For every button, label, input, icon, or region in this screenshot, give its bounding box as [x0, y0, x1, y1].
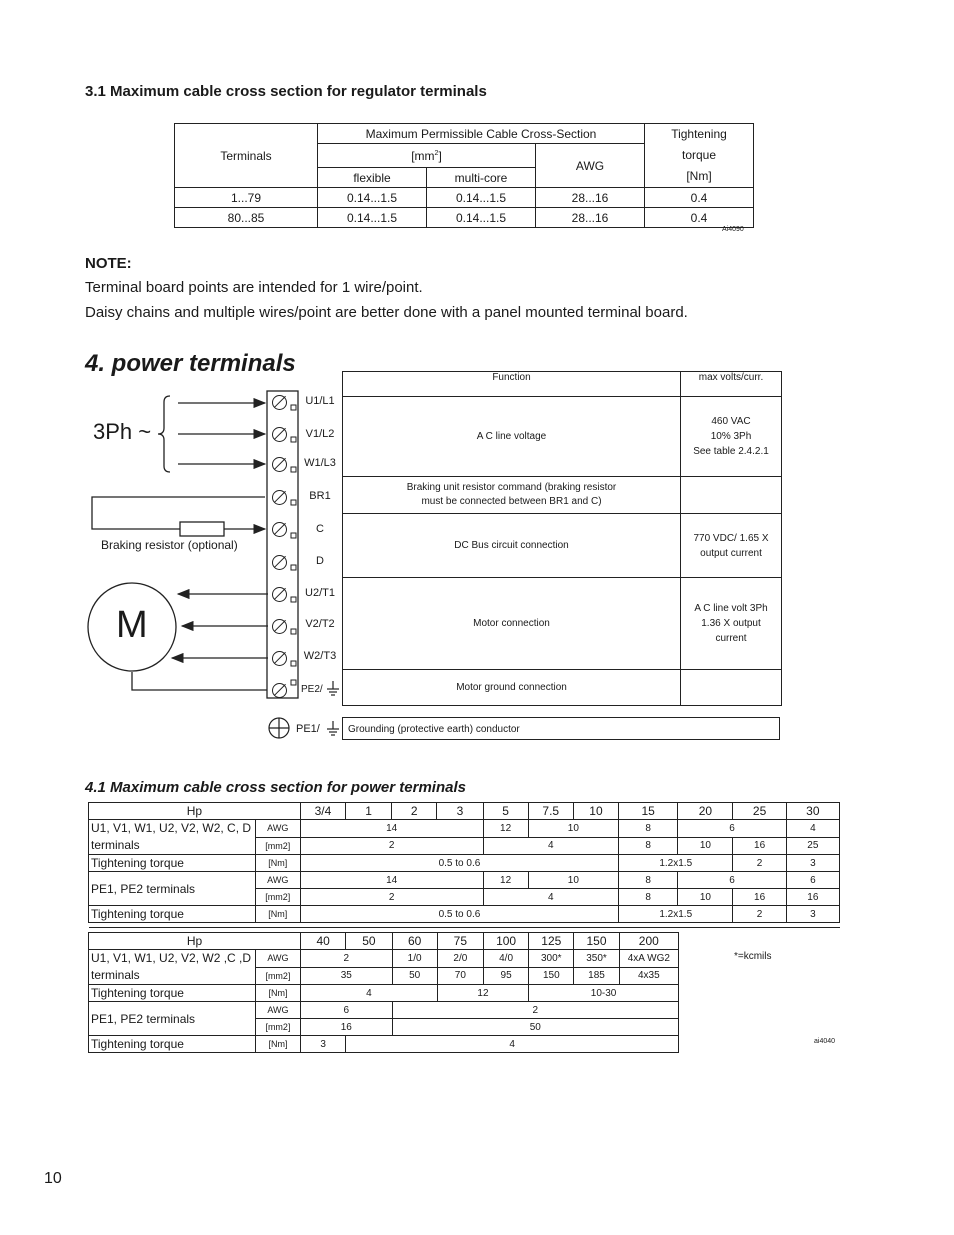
terminal-label: U1/L1 [305, 395, 335, 407]
table-row: 1...79 0.14...1.5 0.14...1.5 28...16 0.4 [175, 188, 754, 208]
screw-icon [272, 395, 287, 410]
screw-icon [272, 427, 287, 442]
section-3-1-title: 3.1 Maximum cable cross section for regulator terminals [85, 83, 487, 100]
awg-header: AWG [536, 144, 645, 188]
function-motor: Motor connection [343, 578, 681, 670]
note-line-1: Terminal board points are intended for 1 wire/point. [85, 279, 423, 296]
terminal-label: V1/L2 [305, 428, 335, 440]
screw-icon [272, 555, 287, 570]
screw-icon [272, 457, 287, 472]
terminal-label: U2/T1 [305, 587, 335, 599]
torque-header: Tightening torque [Nm] [645, 124, 754, 188]
terminal-label: C [316, 523, 324, 535]
uvw-label: U1, V1, W1, U2, V2, W2, C, D terminals [89, 820, 256, 855]
note-title: NOTE: [85, 255, 132, 272]
figure-code: ai4040 [814, 1038, 836, 1045]
braking-resistor-label: Braking resistor (optional) [101, 538, 238, 552]
terminals-header: Terminals [175, 124, 318, 188]
power-terminals-table: Hp 3/4 1 2 3 5 7.5 10 15 20 25 30 U1, V1, W1, U2, V2, W2, C, D terminals AWG 14 12 10 8 6 4 [mm2] 2 4 8 10 16 25 Tightening torque [Nm] 0.5 to 0.6 1.2x1.5 2 3 PE1, PE2 terminals AWG 14 12 10 8 6 6 [mm2] 2 4 8 10 16 16 Tightening torque [Nm] 0.5 to 0.6 1.2x1.5 2 3 [88, 802, 840, 928]
function-grounding: Grounding (protective earth) conductor [342, 717, 780, 740]
terminal-label: BR1 [309, 490, 331, 502]
mm2-header: $[mm^2]$ [318, 144, 536, 168]
terminal-label: D [316, 555, 324, 567]
screw-icon [272, 587, 287, 602]
section-4-1-title: 4.1 Maximum cable cross section for power terminals [85, 779, 466, 796]
function-ac-line: A C line voltage [343, 397, 681, 477]
section-4-title: 4. power terminals [85, 350, 296, 377]
max-section-header: Maximum Permissible Cable Cross-Section [318, 124, 645, 144]
three-phase-label: 3Ph ~ [93, 419, 152, 444]
terminal-label: W2/T3 [303, 650, 337, 662]
table-row: 80...85 0.14...1.5 0.14...1.5 28...16 0.4 [175, 208, 754, 228]
function-motor-ground: Motor ground connection [343, 670, 681, 706]
terminal-label: V2/T2 [305, 618, 335, 630]
function-dc-bus: DC Bus circuit connection [343, 514, 681, 578]
page-number: 10 [44, 1170, 62, 1187]
function-braking: Braking unit resistor command (braking resistor must be connected between BR1 and C) [343, 477, 681, 514]
power-terminals-table-2: Hp 40 50 60 75 100 125 150 200 U1, V1, W1, U2, V2, W2 ,C ,D terminals AWG 2 1/0 2/0 4/0 300* 350* 4xA WG2 [mm2] 35 50 70 95 150 185 4x35 Tightening torque [Nm] 4 12 10-30 PE1, PE2 terminals AWG 6 2 [mm2] 16 50 Tightening torque [Nm] 3 4 [88, 932, 679, 1053]
max-header: max volts/curr. [681, 372, 782, 397]
hp-header: Hp [89, 803, 301, 820]
screw-icon [272, 490, 287, 505]
max-motor: A C line volt 3Ph 1.36 X output current [681, 578, 782, 670]
screw-icon [272, 619, 287, 634]
terminal-label: W1/L3 [304, 457, 336, 469]
flexible-header: flexible [318, 168, 427, 188]
motor-label: M [116, 604, 148, 646]
pe1-label: PE1/ [296, 723, 320, 735]
figure-code: Ai4090 [722, 226, 744, 233]
kcmils-note: *=kcmils [734, 951, 772, 962]
function-table [342, 371, 782, 706]
screw-icon [272, 683, 287, 698]
max-dc-bus: 770 VDC/ 1.65 X output current [681, 514, 782, 578]
function-header: Function [343, 372, 681, 397]
max-ac-line: 460 VAC 10% 3Ph See table 2.4.2.1 [681, 397, 782, 477]
screw-icon [272, 651, 287, 666]
terminal-label: PE2/ [301, 684, 323, 695]
note-line-2: Daisy chains and multiple wires/point are better done with a panel mounted terminal board. [85, 304, 688, 321]
screw-icon [272, 522, 287, 537]
multicore-header: multi-core [427, 168, 536, 188]
